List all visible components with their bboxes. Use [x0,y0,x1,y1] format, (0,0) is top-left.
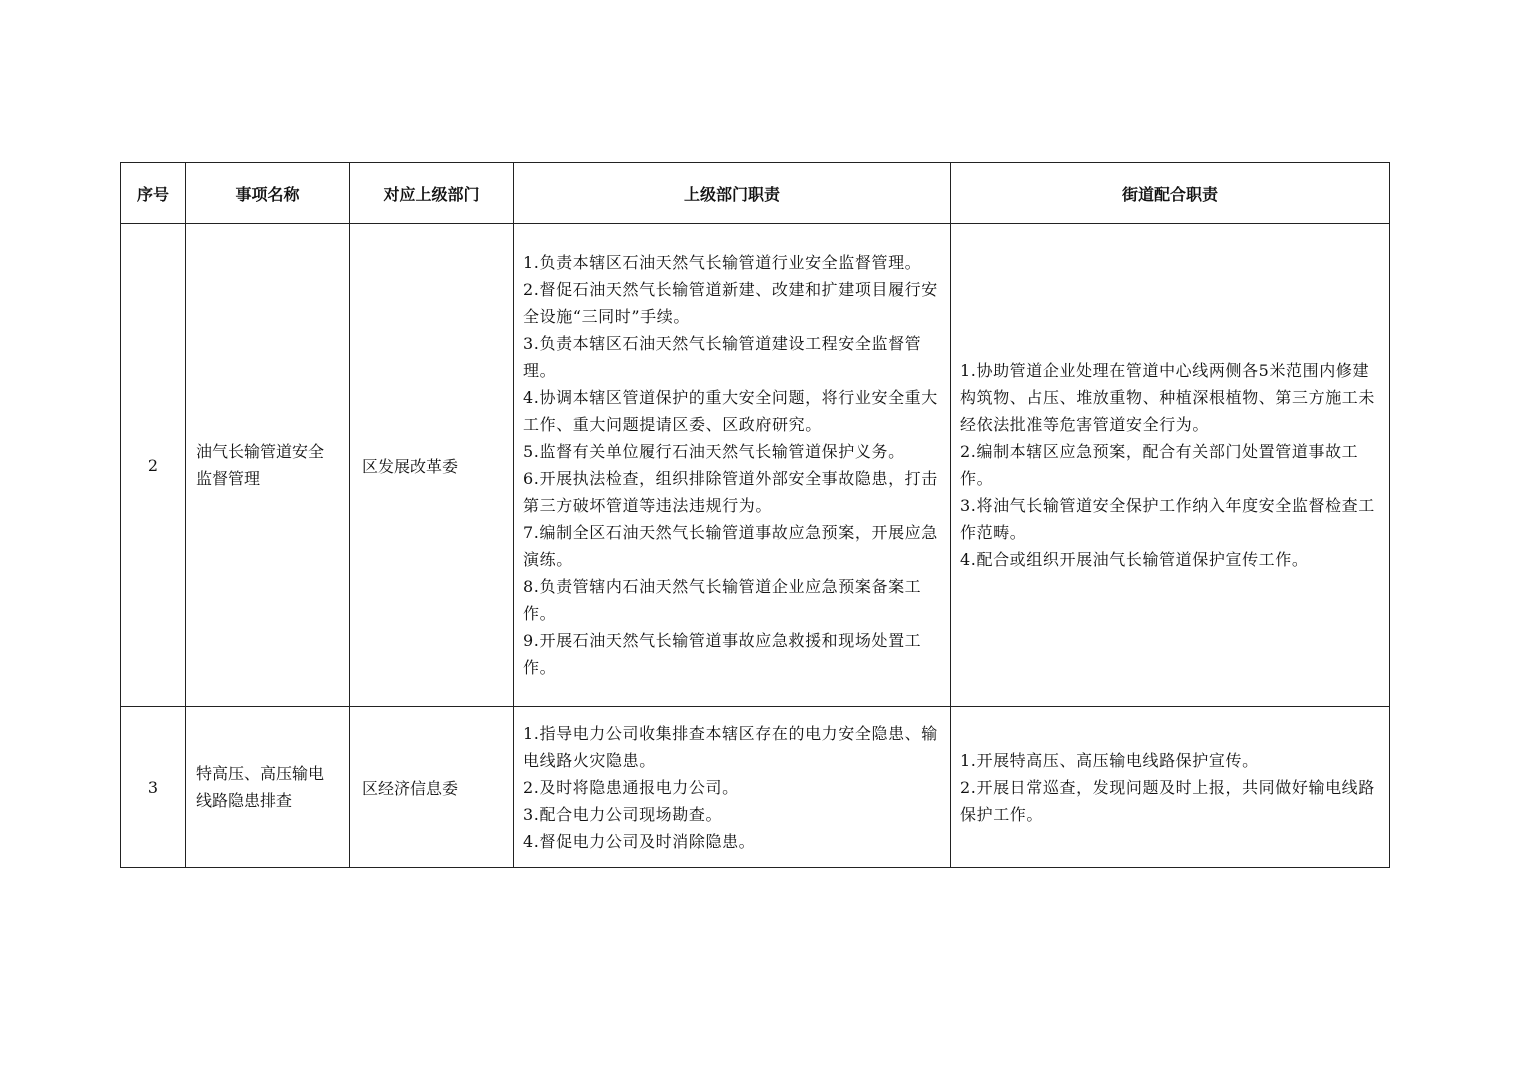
duty-item: 7.编制全区石油天然气长输管道事故应急预案，开展应急演练。 [523,523,938,569]
duty-item: 5.监督有关单位履行石油天然气长输管道保护义务。 [523,442,905,461]
duty-item: 8.负责管辖内石油天然气长输管道企业应急预案备案工作。 [523,577,922,623]
header-item-name: 事项名称 [186,163,350,224]
row-number: 2 [121,224,186,707]
superior-dept: 区经济信息委 [350,707,514,868]
duty-item: 2.督促石油天然气长输管道新建、改建和扩建项目履行安全设施“三同时”手续。 [523,280,938,326]
row-number: 3 [121,707,186,868]
duty-item: 4.督促电力公司及时消除隐患。 [523,831,756,851]
superior-duties-cell [514,707,951,868]
duty-item: 9.开展石油天然气长输管道事故应急救援和现场处置工作。 [523,631,922,677]
header-superior-dept: 对应上级部门 [350,163,514,224]
superior-duties-list [523,720,944,855]
header-street-duties: 街道配合职责 [951,163,1390,224]
street-duty-item: 3.将油气长输管道安全保护工作纳入年度安全监督检查工作范畴。 [960,496,1375,542]
duty-table [120,162,1390,868]
header-superior-duties: 上级部门职责 [514,163,951,224]
superior-duties-list [523,249,944,681]
item-name: 特高压、高压输电线路隐患排查 [186,707,350,868]
street-duties-cell [951,707,1390,868]
superior-duties-cell [514,224,951,707]
superior-dept: 区发展改革委 [350,224,514,707]
street-duty-item: 4.配合或组织开展油气长输管道保护宣传工作。 [960,550,1309,569]
duty-item: 3.负责本辖区石油天然气长输管道建设工程安全监督管理。 [523,334,922,380]
header-row [121,163,1390,224]
duty-item: 2.及时将隐患通报电力公司。 [523,777,739,797]
table-row [121,707,1390,868]
duty-item: 1.指导电力公司收集排查本辖区存在的电力安全隐患、输电线路火灾隐患。 [523,723,938,770]
header-no: 序号 [121,163,186,224]
item-name: 油气长输管道安全监督管理 [186,224,350,707]
street-duties-list [960,357,1383,573]
duty-item: 3.配合电力公司现场勘查。 [523,804,723,824]
street-duties-list [960,747,1383,828]
table-row [121,224,1390,707]
street-duty-item: 2.编制本辖区应急预案，配合有关部门处置管道事故工作。 [960,442,1359,488]
street-duties-cell [951,224,1390,707]
duty-item: 4.协调本辖区管道保护的重大安全问题，将行业安全重大工作、重大问题提请区委、区政府研究。 [523,388,938,434]
street-duty-item: 1.协助管道企业处理在管道中心线两侧各5米范围内修建构筑物、占压、堆放重物、种植深根植物、第三方施工未经依法批准等危害管道安全行为。 [960,361,1376,434]
street-duty-item: 2.开展日常巡查，发现问题及时上报，共同做好输电线路保护工作。 [960,777,1375,824]
duty-item: 6.开展执法检查，组织排除管道外部安全事故隐患，打击第三方破坏管道等违法违规行为。 [523,469,938,515]
street-duty-item: 1.开展特高压、高压输电线路保护宣传。 [960,750,1259,770]
duty-item: 1.负责本辖区石油天然气长输管道行业安全监督管理。 [523,253,922,272]
